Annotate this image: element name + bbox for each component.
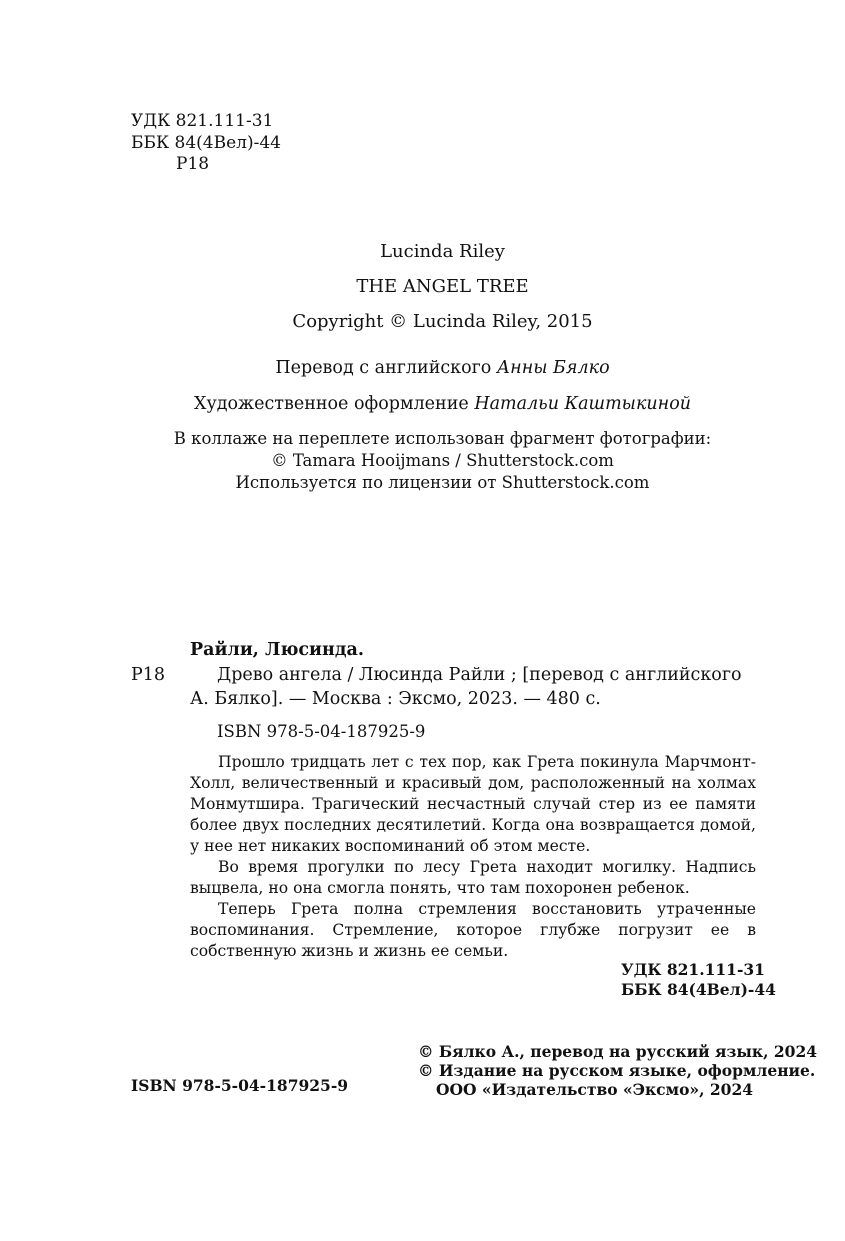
annotation-paragraph: Прошло тридцать лет с тех пор, как Грета покинула Марчмонт-Холл, величественный и красивый дом, расположенный на холмах Монмутшира. Трагический несчастный случай стер из ее памяти более двух последних десятилетий. Когда она возвращается домой, у нее нет никаких воспоминаний об этом месте.	[190, 753, 756, 855]
original-author: Lucinda Riley	[380, 241, 505, 262]
design-credit	[0, 393, 845, 415]
copyright-line: Copyright © Lucinda Riley, 2015	[292, 311, 593, 332]
designer-name: Натальи Каштыкиной	[474, 394, 691, 414]
translation-prefix: Перевод с английского	[275, 358, 492, 378]
bbk-code: ББК 84(4Вел)-44	[131, 133, 281, 153]
footer-copyright-translation: © Бялко А., перевод на русский язык, 2024	[418, 1042, 818, 1061]
catalog-mark: Р18	[131, 665, 166, 685]
catalog-isbn: ISBN 978-5-04-187925-9	[217, 722, 426, 741]
translation-credit	[0, 357, 845, 379]
annotation	[190, 752, 756, 962]
design-prefix: Художественное оформление	[193, 394, 469, 414]
photo-credit-line2: © Tamara Hooijmans / Shutterstock.com	[271, 451, 614, 470]
footer-publisher: ООО «Издательство «Эксмо», 2024	[436, 1080, 754, 1099]
photo-credit-line3: Используется по лицензии от Shutterstock.com	[235, 473, 650, 492]
annotation-paragraph: Во время прогулки по лесу Грета находит могилку. Надпись выцвела, но она смогла понять, что там похоронен ребенок.	[190, 858, 756, 897]
footer-copyright-edition: © Издание на русском языке, оформление.	[418, 1061, 816, 1080]
annotation-paragraph: Теперь Грета полна стремления восстановить утраченные воспоминания. Стремление, которое глубже погрузит ее в собственную жизнь и жизнь ее семьи.	[190, 900, 756, 960]
photo-credit-line1: В коллаже на переплете использован фрагмент фотографии:	[173, 429, 712, 448]
catalog-bbk: ББК 84(4Вел)-44	[621, 980, 776, 999]
catalog-entry-line1: Древо ангела / Люсинда Райли ; [перевод с английского	[217, 665, 742, 685]
catalog-entry-line2: А. Бялко]. — Москва : Эксмо, 2023. — 480 с.	[190, 689, 601, 709]
udk-code: УДК 821.111-31	[131, 111, 274, 131]
footer-isbn: ISBN 978-5-04-187925-9	[131, 1076, 349, 1095]
author-mark: Р18	[176, 154, 210, 174]
translator-name: Анны Бялко	[496, 358, 610, 378]
catalog-udk: УДК 821.111-31	[621, 960, 765, 979]
original-title: THE ANGEL TREE	[356, 276, 529, 297]
catalog-heading: Райли, Люсинда.	[190, 640, 364, 660]
